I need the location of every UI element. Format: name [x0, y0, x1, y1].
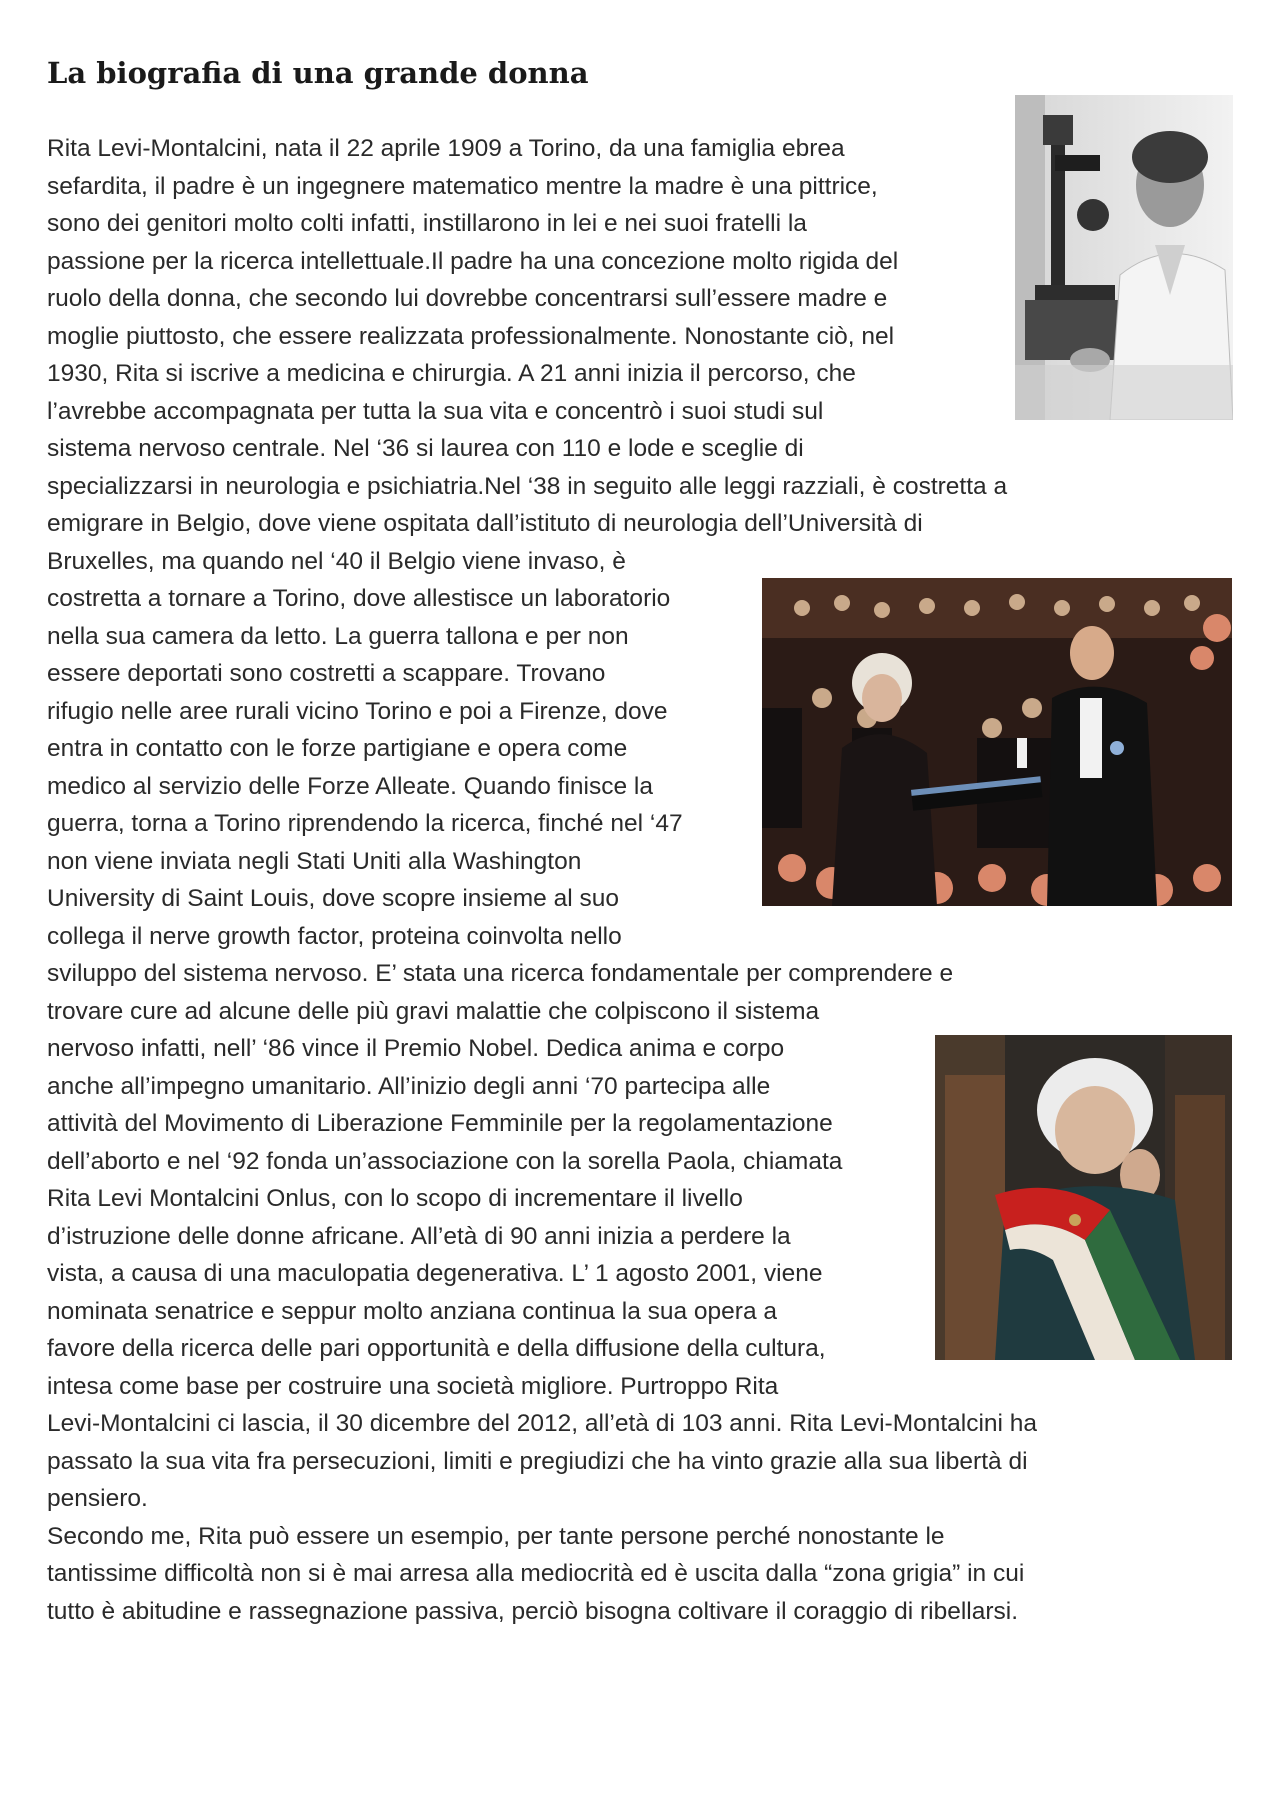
- text-line: l’avrebbe accompagnata per tutta la sua vita e concentrò i suoi studi sul: [47, 397, 824, 425]
- text-line: rifugio nelle aree rurali vicino Torino e poi a Firenze, dove: [47, 697, 668, 725]
- text-line: entra in contatto con le forze partigiane e opera come: [47, 735, 628, 762]
- text-line: intesa come base per costruire una società migliore. Purtroppo Rita: [47, 1372, 779, 1400]
- text-line: dell’aborto e nel ‘92 fonda un’associazione con la sorella Paola, chiamata: [47, 1147, 843, 1175]
- text-line: Rita Levi Montalcini Onlus, con lo scopo di incrementare il livello: [47, 1185, 743, 1212]
- text-line: sistema nervoso centrale. Nel ‘36 si laurea con 110 e lode e sceglie di: [47, 435, 804, 462]
- nobel-ceremony-photo: [762, 578, 1232, 906]
- text-line: medico al servizio delle Forze Alleate. Quando finisce la: [47, 772, 654, 800]
- text-line: Levi-Montalcini ci lascia, il 30 dicembre del 2012, all’età di 103 anni. Rita Levi-Montalcini ha: [47, 1410, 1038, 1437]
- microscope-portrait-photo: [1015, 95, 1233, 420]
- text-line: sviluppo del sistema nervoso. E’ stata una ricerca fondamentale per comprendere e: [47, 960, 954, 987]
- text-line: moglie piuttosto, che essere realizzata professionalmente. Nonostante ciò, nel: [47, 322, 895, 350]
- text-line: anche all’impegno umanitario. All’inizio degli anni ‘70 partecipa alle: [47, 1072, 771, 1100]
- page-title: La biografia di una grande donna: [47, 56, 589, 90]
- text-line: 1930, Rita si iscrive a medicina e chirurgia. A 21 anni inizia il percorso, che: [47, 360, 856, 387]
- text-line: trovare cure ad alcune delle più gravi malattie che colpiscono il sistema: [47, 997, 820, 1025]
- text-line: Secondo me, Rita può essere un esempio, per tante persone perché nonostante le: [47, 1522, 945, 1550]
- text-line: tantissime difficoltà non si è mai arresa alla mediocrità ed è uscita dalla “zona grigia” in cui: [47, 1560, 1025, 1587]
- text-line: d’istruzione delle donne africane. All’età di 90 anni inizia a perdere la: [47, 1222, 791, 1250]
- text-line: University di Saint Louis, dove scopre insieme al suo: [47, 885, 619, 912]
- text-line: favore della ricerca delle pari opportunità e della diffusione della cultura,: [47, 1335, 826, 1362]
- text-line: nominata senatrice e seppur molto anziana continua la sua opera a: [47, 1297, 778, 1325]
- text-line: sono dei genitori molto colti infatti, instillarono in lei e nei suoi fratelli la: [47, 210, 807, 237]
- text-line: specializzarsi in neurologia e psichiatria.Nel ‘38 in seguito alle leggi razziali, è costretta a: [47, 472, 1008, 500]
- text-line: nervoso infatti, nell’ ‘86 vince il Premio Nobel. Dedica anima e corpo: [47, 1035, 785, 1062]
- text-line: vista, a causa di una maculopatia degenerativa. L’ 1 agosto 2001, viene: [47, 1260, 823, 1287]
- text-line: essere deportati sono costretti a scappare. Trovano: [47, 660, 606, 687]
- text-line: pensiero.: [47, 1485, 148, 1512]
- text-line: non viene inviata negli Stati Uniti alla Washington: [47, 847, 582, 875]
- text-line: collega il nerve growth factor, proteina coinvolta nello: [47, 922, 622, 950]
- text-line: passato la sua vita fra persecuzioni, limiti e pregiudizi che ha vinto grazie alla sua libertà di: [47, 1447, 1028, 1475]
- text-line: emigrare in Belgio, dove viene ospitata dall’istituto di neurologia dell’Università di: [47, 510, 923, 537]
- text-line: passione per la ricerca intellettuale.Il padre ha una concezione molto rigida del: [47, 247, 899, 275]
- text-line: ruolo della donna, che secondo lui dovrebbe concentrarsi sull’essere madre e: [47, 285, 888, 312]
- text-line: costretta a tornare a Torino, dove allestisce un laboratorio: [47, 585, 671, 612]
- text-line: guerra, torna a Torino riprendendo la ricerca, finché nel ‘47: [47, 810, 683, 837]
- text-line: nella sua camera da letto. La guerra tallona e per non: [47, 622, 629, 650]
- text-line: sefardita, il padre è un ingegnere matematico mentre la madre è una pittrice,: [47, 172, 878, 200]
- text-line: Bruxelles, ma quando nel ‘40 il Belgio viene invaso, è: [47, 547, 626, 575]
- text-line: attività del Movimento di Liberazione Femminile per la regolamentazione: [47, 1110, 833, 1137]
- text-line: Rita Levi-Montalcini, nata il 22 aprile 1909 a Torino, da una famiglia ebrea: [47, 135, 845, 162]
- senator-portrait-photo: [935, 1035, 1232, 1360]
- text-line: tutto è abitudine e rassegnazione passiva, perciò bisogna coltivare il coraggio di ribellarsi.: [47, 1597, 1019, 1625]
